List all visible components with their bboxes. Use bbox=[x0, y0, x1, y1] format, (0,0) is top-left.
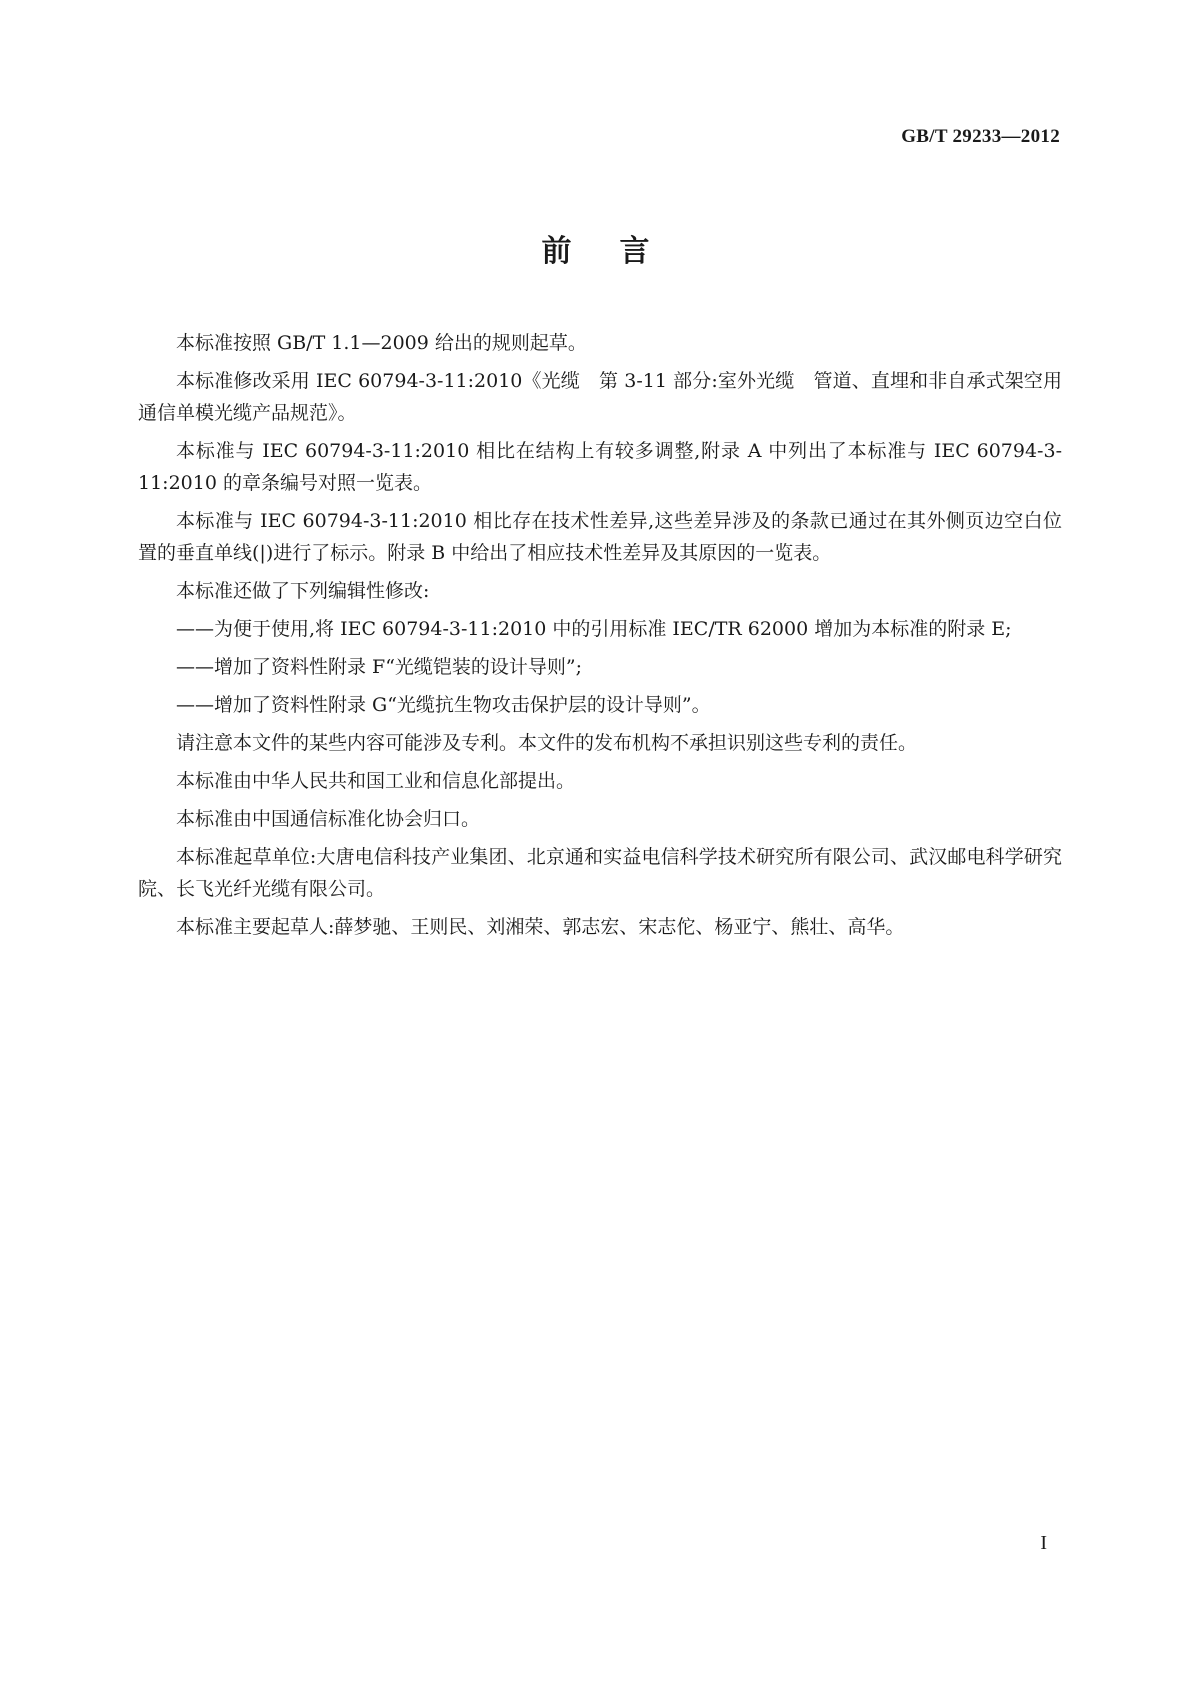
paragraph-drafters: 本标准主要起草人:薛梦驰、王则民、刘湘荣、郭志宏、宋志佗、杨亚宁、熊壮、高华。 bbox=[176, 916, 905, 938]
paragraph-editorial-intro: 本标准还做了下列编辑性修改: bbox=[176, 580, 430, 602]
list-item-annex-e: ——为便于使用,将 IEC 60794-3-11:2010 中的引用标准 IEC/TR 62000 增加为本标准的附录 E; bbox=[176, 618, 1012, 640]
paragraph-structure-changes: 本标准与 IEC 60794-3-11:2010 相比在结构上有较多调整,附录 A 中列出了本标准与 IEC 60794-3-11:2010 的章条编号对照一览表。 bbox=[138, 440, 1062, 494]
page-number: I bbox=[1040, 1532, 1047, 1554]
preface-body bbox=[138, 327, 1062, 949]
standard-number: GB/T 29233—2012 bbox=[901, 126, 1060, 147]
list-item-annex-f: ——增加了资料性附录 F“光缆铠装的设计导则”; bbox=[176, 656, 583, 678]
paragraph-technical-committee: 本标准由中国通信标准化协会归口。 bbox=[176, 808, 481, 830]
page-title: 前言 bbox=[541, 234, 698, 269]
paragraph-drafting-organizations: 本标准起草单位:大唐电信科技产业集团、北京通和实益电信科学技术研究所有限公司、武汉邮电科学研究院、长飞光纤光缆有限公司。 bbox=[138, 846, 1062, 900]
paragraph-drafting-rules: 本标准按照 GB/T 1.1—2009 给出的规则起草。 bbox=[176, 332, 587, 354]
paragraph-technical-differences: 本标准与 IEC 60794-3-11:2010 相比存在技术性差异,这些差异涉及的条款已通过在其外侧页边空白位置的垂直单线(|)进行了标示。附录 B 中给出了相应技术性差异及其原因的一览表。 bbox=[138, 510, 1062, 564]
paragraph-adoption: 本标准修改采用 IEC 60794-3-11:2010《光缆 第 3-11 部分:室外光缆 管道、直埋和非自承式架空用通信单模光缆产品规范》。 bbox=[138, 370, 1062, 424]
paragraph-patent-notice: 请注意本文件的某些内容可能涉及专利。本文件的发布机构不承担识别这些专利的责任。 bbox=[176, 732, 918, 754]
list-item-annex-g: ——增加了资料性附录 G“光缆抗生物攻击保护层的设计导则”。 bbox=[176, 694, 711, 716]
paragraph-proposer: 本标准由中华人民共和国工业和信息化部提出。 bbox=[176, 770, 576, 792]
